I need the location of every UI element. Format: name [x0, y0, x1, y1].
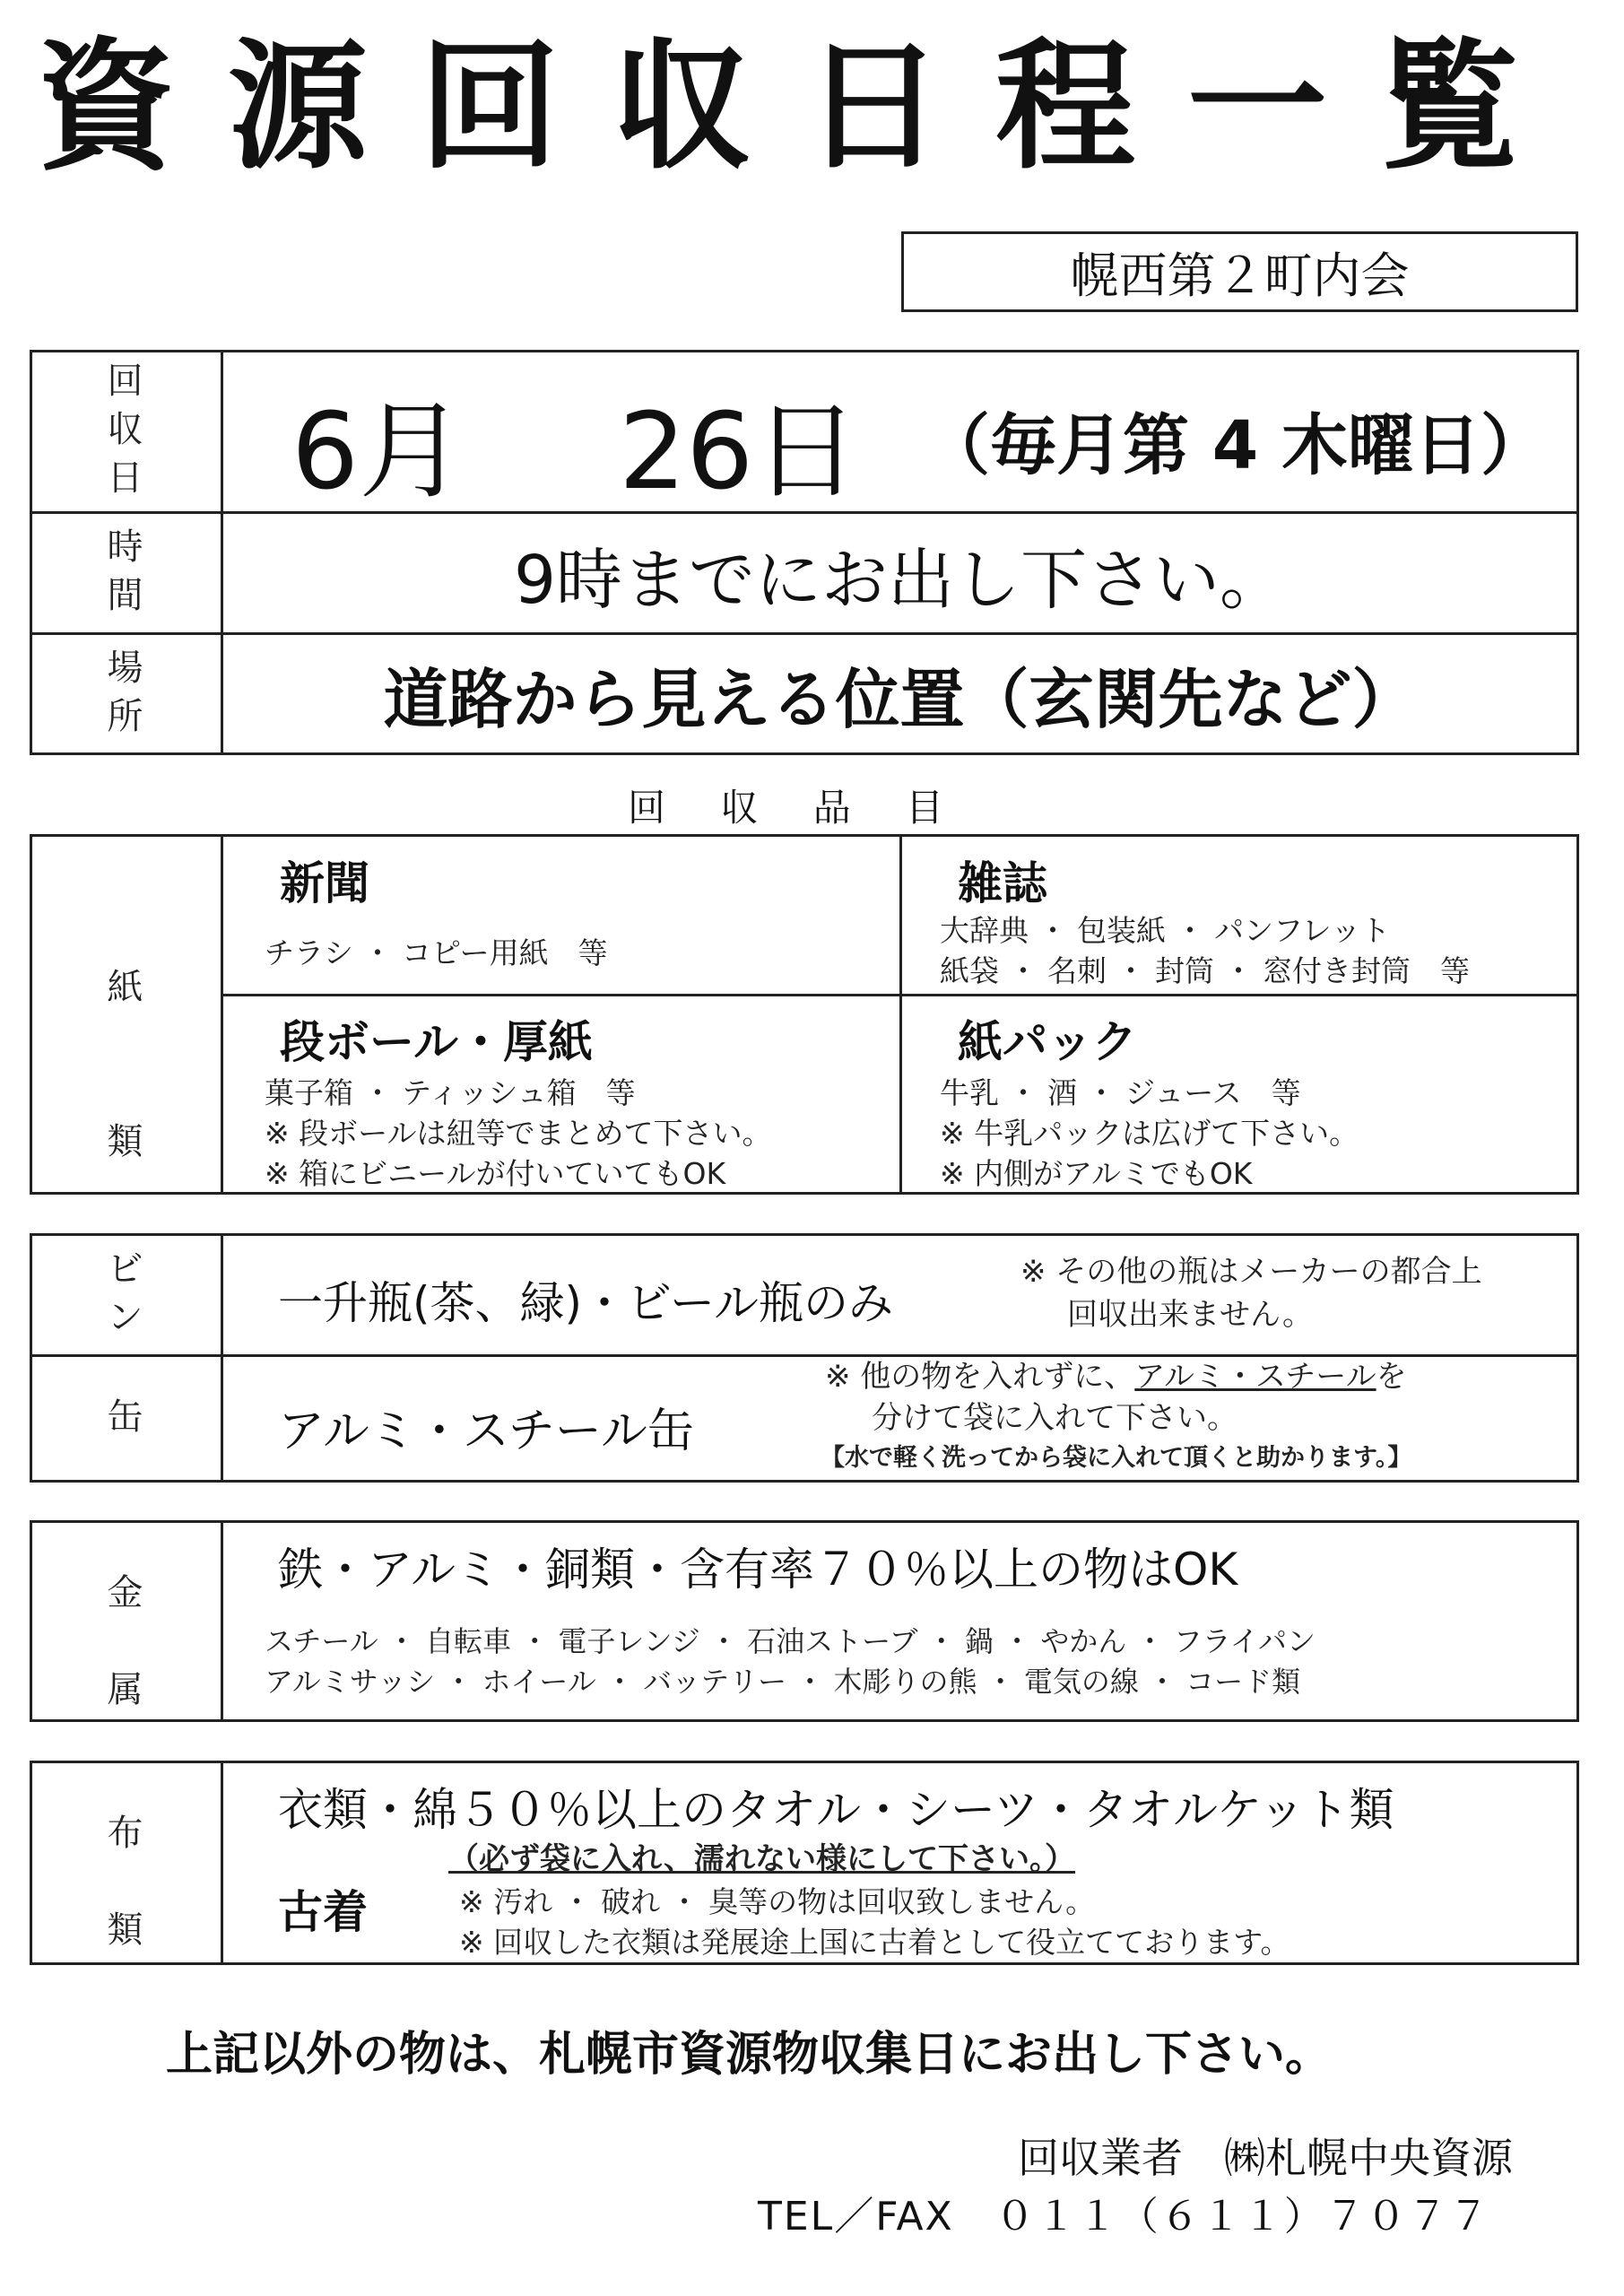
cardboard-name: 段ボール・厚紙 — [280, 1016, 593, 1068]
metal-line-1: スチール ・ 自転車 ・ 電子レンジ ・ 石油ストーブ ・ 鍋 ・ やかん ・ フライパン — [265, 1624, 1316, 1658]
paper-label: 紙 類 — [107, 967, 143, 1162]
carton-name: 紙パック — [958, 1016, 1137, 1068]
date-label: 回 収 日 — [107, 361, 143, 499]
other-items-note: 上記以外の物は、札幌市資源物収集日にお出し下さい。 — [166, 2028, 1333, 2082]
time-label: 時 間 — [107, 526, 143, 616]
cloth-note-underlined: （必ず袋に入れ、濡れない様にして下さい。） — [448, 1841, 1076, 1877]
newspaper-examples: チラシ ・ コピー用紙 等 — [265, 935, 608, 970]
metal-label: 金 属 — [107, 1572, 143, 1710]
collection-month: 6月 — [291, 389, 465, 513]
cloth-label: 布 類 — [107, 1813, 143, 1951]
cans-note-1: ※ 他の物を入れずに、アルミ・スチールを — [825, 1359, 1407, 1395]
cans-note-3: 【水で軽く洗ってから袋に入れて頂くと助かります。】 — [821, 1444, 1412, 1472]
collection-place: 道路から見える位置（玄関先など） — [383, 662, 1417, 737]
contact-tel-fax: TEL／FAX ０１１（６１１）７０７７ — [758, 2194, 1490, 2239]
bottles-main: 一升瓶(茶、緑)・ビール瓶のみ — [278, 1277, 894, 1329]
metal-main: 鉄・アルミ・銅類・含有率７０％以上の物はOK — [278, 1544, 1238, 1596]
cloth-main: 衣類・綿５０％以上のタオル・シーツ・タオルケット類 — [278, 1784, 1394, 1836]
page-title: 資源回収日程一覧 — [36, 25, 1571, 188]
place-label: 場 所 — [107, 648, 143, 737]
magazine-line-2: 紙袋 ・ 名刺 ・ 封筒 ・ 窓付き封筒 等 — [940, 953, 1470, 988]
cloth-note-2: ※ 回収した衣類は発展途上国に古着として役立てております。 — [459, 1925, 1290, 1960]
bottles-note-2: 回収出来ません。 — [1067, 1297, 1314, 1333]
newspaper-name: 新聞 — [280, 857, 369, 909]
carton-line-1: 牛乳 ・ 酒 ・ ジュース 等 — [940, 1075, 1301, 1110]
cloth-sub-name: 古着 — [278, 1886, 368, 1938]
magazine-name: 雑誌 — [958, 857, 1047, 909]
bottles-label: ビ ン — [107, 1248, 143, 1338]
collector-name: 回収業者 ㈱札幌中央資源 — [1018, 2134, 1513, 2182]
collection-recurrence: （毎月第 4 木曜日） — [924, 407, 1548, 484]
items-heading: 回 収 品 目 — [628, 786, 966, 830]
cans-main: アルミ・スチール缶 — [278, 1405, 694, 1458]
collection-time: 9時までにお出し下さい。 — [513, 542, 1287, 619]
metal-line-2: アルミサッシ ・ ホイール ・ バッテリー ・ 木彫りの熊 ・ 電気の線 ・ コード類 — [265, 1665, 1301, 1699]
carton-line-3: ※ 内側がアルミでもOK — [940, 1156, 1253, 1191]
organization-name: 幌西第２町内会 — [901, 231, 1578, 312]
cans-note-2: 分けて袋に入れて下さい。 — [872, 1400, 1238, 1436]
bottles-note-1: ※ その他の瓶はメーカーの都合上 — [1020, 1254, 1482, 1290]
cardboard-line-2: ※ 段ボールは紐等でまとめて下さい。 — [265, 1116, 772, 1151]
cardboard-line-1: 菓子箱 ・ ティッシュ箱 等 — [265, 1075, 636, 1110]
carton-line-2: ※ 牛乳パックは広げて下さい。 — [940, 1116, 1359, 1151]
cardboard-line-3: ※ 箱にビニールが付いていてもOK — [265, 1156, 726, 1191]
magazine-line-1: 大辞典 ・ 包装紙 ・ パンフレット — [940, 913, 1391, 948]
collection-day: 26日 — [619, 389, 860, 513]
cans-label: 缶 — [107, 1396, 143, 1438]
cloth-note-1: ※ 汚れ ・ 破れ ・ 臭等の物は回収致しません。 — [459, 1884, 1096, 1919]
